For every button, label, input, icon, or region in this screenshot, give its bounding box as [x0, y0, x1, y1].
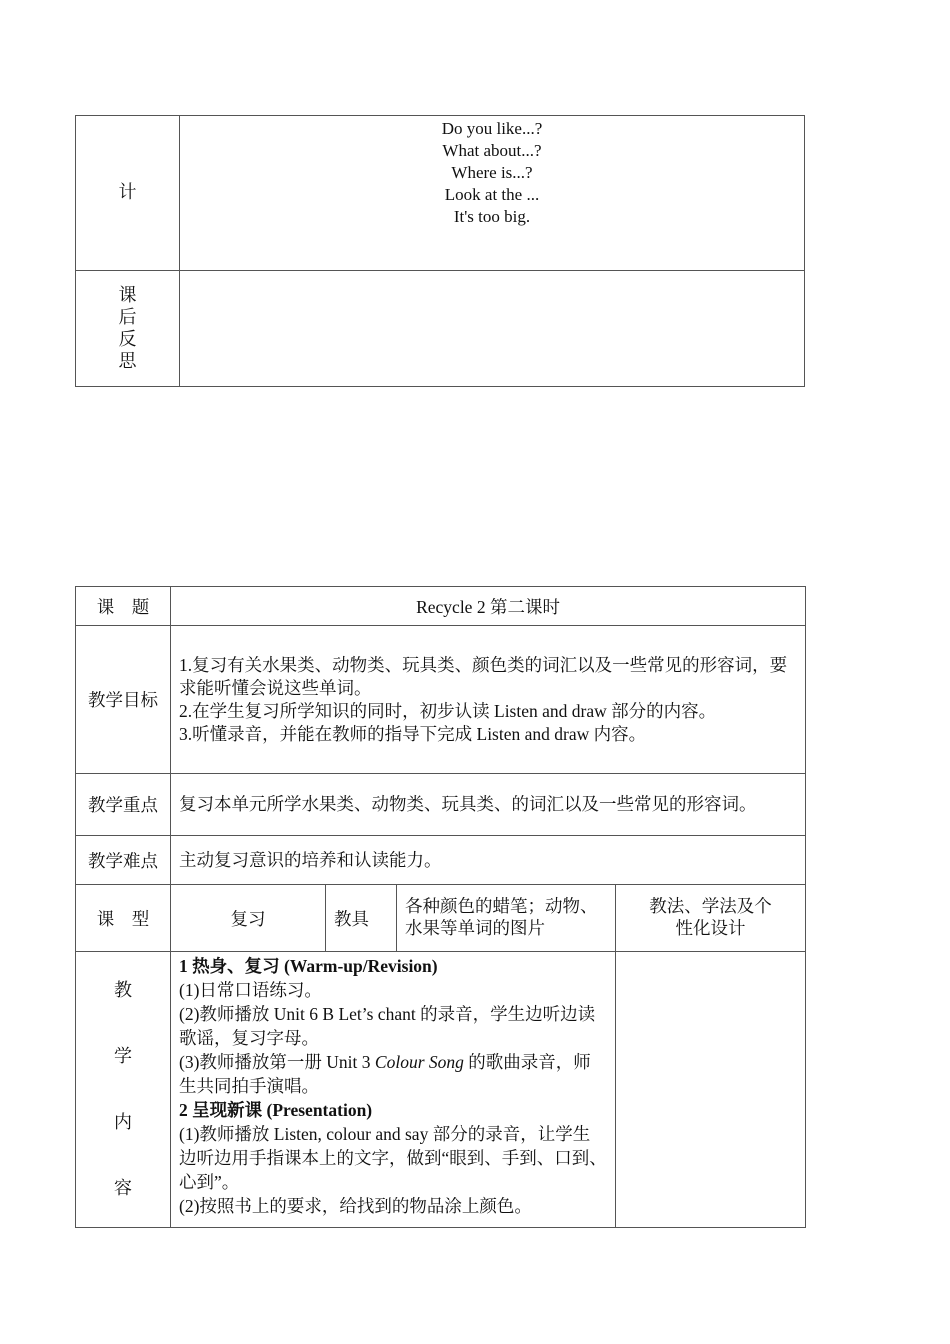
design-row	[76, 116, 805, 271]
sentence-line: Where is...?	[451, 163, 533, 182]
sentence-line: It's too big.	[453, 207, 531, 226]
design-label: 计	[76, 116, 180, 271]
content-item: (2)按照书上的要求，给找到的物品涂上颜色。	[179, 1196, 532, 1216]
goals-label: 教学目标	[76, 626, 171, 774]
section-heading: 2 呈现新课 (Presentation)	[179, 1100, 373, 1120]
content-item: (1)教师播放 Listen, colour and say 部分的录音，让学生边听边用手指课本上的文字，做到“眼到、手到、口到、心到”。	[179, 1124, 607, 1192]
sentence-line: What about...?	[442, 141, 542, 160]
type-label: 课 型	[76, 885, 171, 952]
method-content	[616, 952, 806, 1228]
sentence-line: Do you like...?	[441, 119, 543, 138]
reflection-label: 课 后 反 思	[76, 271, 180, 387]
key-text: 复习本单元所学水果类、动物类、玩具类、的词汇以及一些常见的形容词。	[171, 774, 806, 836]
design-table	[75, 115, 805, 387]
goal-item: 2.在学生复习所学知识的同时，初步认读 Listen and draw 部分的内容。	[179, 700, 717, 721]
reflection-content	[180, 271, 805, 387]
design-sentences	[180, 116, 805, 271]
method-label: 教法、学法及个性化设计	[616, 885, 806, 952]
key-label: 教学重点	[76, 774, 171, 836]
difficulty-label: 教学难点	[76, 836, 171, 885]
content-text	[171, 952, 616, 1228]
topic-label: 课 题	[76, 587, 171, 626]
content-item: (3)教师播放第一册 Unit 3 Colour Song 的歌曲录音，师生共同拍手演唱。	[179, 1052, 591, 1096]
difficulty-text: 主动复习意识的培养和认读能力。	[171, 836, 806, 885]
topic-row	[76, 587, 806, 626]
tools-value: 各种颜色的蜡笔；动物、水果等单词的图片	[397, 885, 616, 952]
difficulty-row	[76, 836, 806, 885]
tools-label: 教具	[326, 885, 397, 952]
reflection-row	[76, 271, 805, 387]
goal-item: 3.听懂录音，并能在教师的指导下完成 Listen and draw 内容。	[179, 723, 647, 744]
song-title: Colour Song	[374, 1052, 464, 1072]
goal-item: 1.复习有关水果类、动物类、玩具类、颜色类的词汇以及一些常见的形容词，要求能听懂会说这些单词。	[179, 654, 788, 698]
key-row	[76, 774, 806, 836]
lesson-plan-table	[75, 586, 806, 1228]
goals-row	[76, 626, 806, 774]
goals-text	[171, 626, 806, 774]
content-item: (2)教师播放 Unit 6 B Let’s chant 的录音，学生边听边读歌谣，复习字母。	[179, 1004, 596, 1048]
section-heading: 1 热身、复习 (Warm-up/Revision)	[179, 956, 438, 976]
sentence-line: Look at the ...	[444, 185, 540, 204]
type-value: 复习	[171, 885, 326, 952]
content-item: (1)日常口语练习。	[179, 980, 322, 1000]
type-row	[76, 885, 806, 952]
topic-value: Recycle 2 第二课时	[171, 587, 806, 626]
content-label: 教 学 内 容	[76, 952, 171, 1228]
content-row	[76, 952, 806, 1228]
